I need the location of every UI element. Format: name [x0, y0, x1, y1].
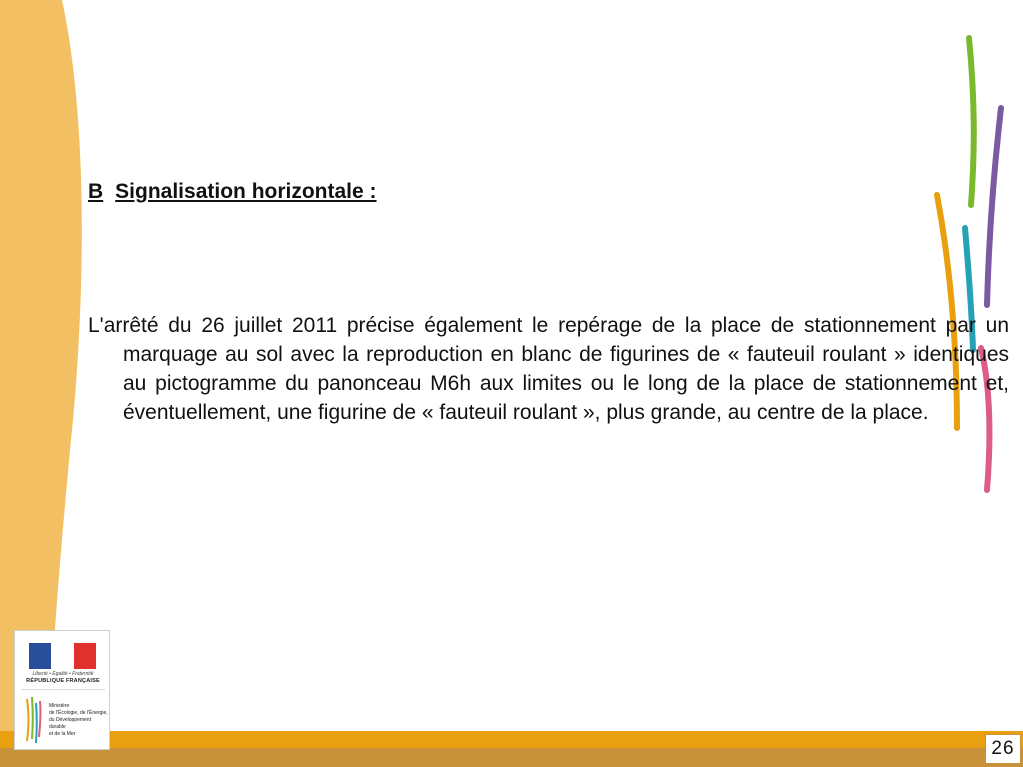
section-heading — [88, 180, 377, 204]
french-flag-icon — [29, 643, 96, 669]
section-letter: B — [88, 180, 104, 203]
footer-bar — [0, 731, 1023, 767]
logo-motto: Liberté • Égalité • Fraternité — [32, 671, 94, 677]
logo-divider — [21, 689, 105, 690]
ministry-logo — [14, 630, 110, 750]
purple-stroke — [987, 108, 1001, 305]
ministry-strokes-icon — [21, 695, 45, 745]
footer-bar-top — [0, 731, 1023, 748]
ministry-name: Ministère de l'Écologie, de l'Énergie, du Développement durable et de la Mer — [49, 703, 108, 737]
footer-bar-bottom — [0, 748, 1023, 767]
body-paragraph: L'arrêté du 26 juillet 2011 précise également le repérage de la place de stationnement par un marquage au sol avec la reproduction en blanc de figurines de « fauteuil roulant » identiques au pictogramme du panonceau M6h aux limites ou le long de la place de stationnement et, éventuellement, une figurine de « fauteuil roulant », plus grande, au centre de la place. — [88, 314, 1009, 424]
logo-republic: RÉPUBLIQUE FRANÇAISE — [26, 678, 100, 684]
section-title: Signalisation horizontale : — [115, 180, 377, 203]
decorative-strokes — [925, 30, 1015, 500]
page-number: 26 — [985, 734, 1021, 764]
green-stroke — [969, 38, 974, 205]
